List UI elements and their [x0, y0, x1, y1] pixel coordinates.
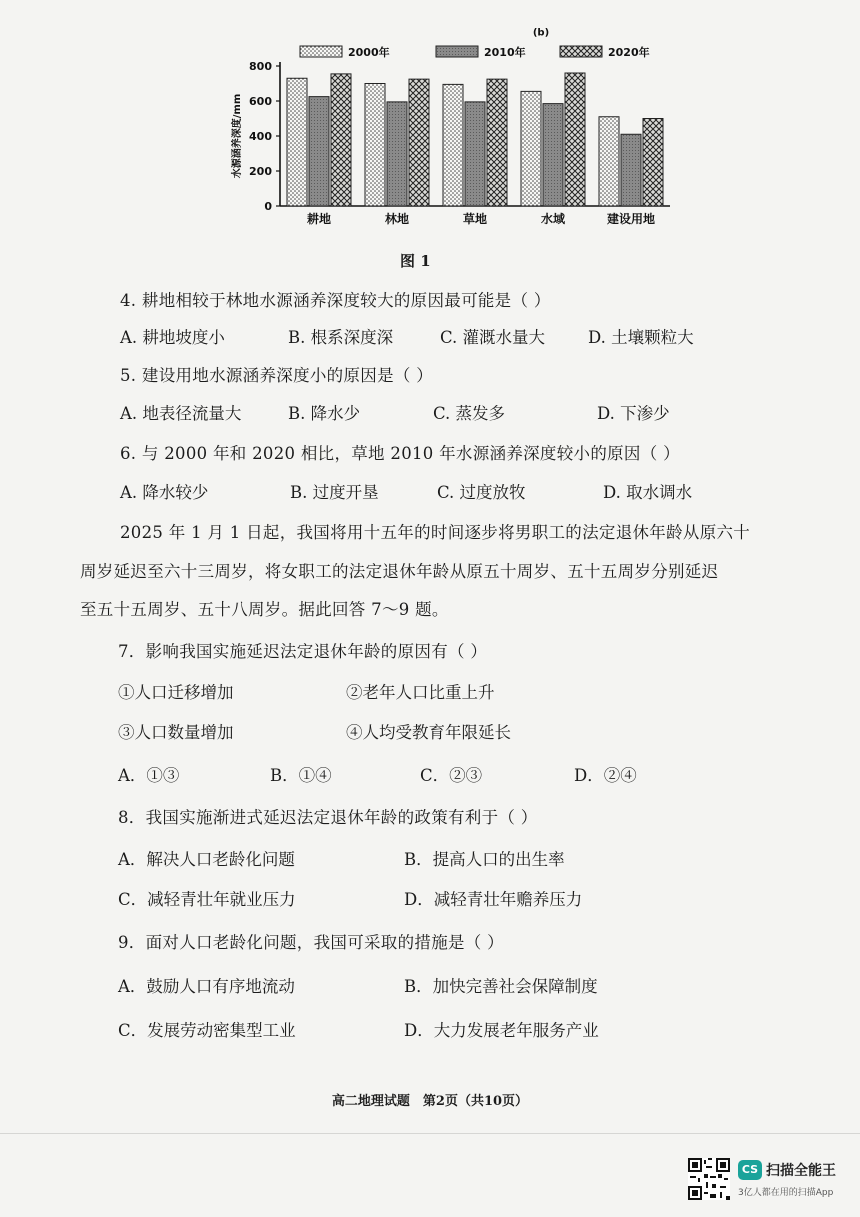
q9-option-c[interactable]: C．发展劳动密集型工业	[118, 1021, 296, 1040]
q5-option-c[interactable]: C. 蒸发多	[433, 404, 506, 423]
question-7-stem: 7．影响我国实施延迟法定退休年龄的原因有（ ）	[118, 642, 488, 661]
bar-2010年-建设用地	[621, 134, 641, 206]
question-9-stem: 9．面对人口老龄化问题，我国可采取的措施是（ ）	[118, 933, 504, 952]
y-axis-label: 水源涵养深度/mm	[232, 93, 243, 179]
passage-line-3: 至五十五周岁、五十八周岁。据此回答 7～9 题。	[80, 600, 449, 619]
q8-option-c[interactable]: C．减轻青壮年就业压力	[118, 890, 296, 909]
watermark-title: 扫描全能王	[766, 1163, 836, 1179]
question-5-stem: 5. 建设用地水源涵养深度小的原因是（ ）	[120, 366, 434, 385]
figure-caption: 图 1	[400, 252, 431, 270]
y-tick-label: 600	[249, 95, 272, 108]
bar-2000年-耕地	[287, 78, 307, 206]
q7-option-c[interactable]: C．②③	[420, 766, 483, 785]
bar-2010年-林地	[387, 102, 407, 206]
q5-option-b[interactable]: B. 降水少	[288, 404, 361, 423]
question-4-stem: 4. 耕地相较于林地水源涵养深度较大的原因最可能是（ ）	[120, 291, 551, 310]
bar-2020年-耕地	[331, 74, 351, 206]
q6-option-a[interactable]: A. 降水较少	[120, 483, 209, 502]
q7-statement-1: ①人口迁移增加	[118, 683, 234, 702]
scanner-watermark	[688, 1158, 848, 1206]
bar-2000年-林地	[365, 84, 385, 207]
chart-annotation: (b)	[532, 27, 550, 39]
q6-option-d[interactable]: D. 取水调水	[603, 483, 693, 502]
y-tick-label: 200	[249, 165, 272, 178]
legend-label: 2010年	[484, 46, 526, 59]
q7-statement-4: ④人均受教育年限延长	[346, 723, 511, 742]
passage-line-2: 周岁延迟至六十三周岁，将女职工的法定退休年龄从原五十周岁、五十五周岁分别延迟	[80, 562, 719, 581]
page-footer: 高二地理试题 第2页（共10页）	[331, 1094, 529, 1109]
q5-option-d[interactable]: D. 下渗少	[597, 404, 670, 423]
q4-option-a[interactable]: A. 耕地坡度小	[120, 328, 225, 347]
bar-2020年-建设用地	[643, 119, 663, 207]
q8-option-a[interactable]: A．解决人口老龄化问题	[118, 850, 295, 869]
bar-2020年-水域	[565, 73, 585, 206]
q7-option-b[interactable]: B．①④	[270, 766, 332, 785]
bar-2010年-草地	[465, 102, 485, 206]
q5-option-a[interactable]: A. 地表径流量大	[120, 404, 242, 423]
legend-label: 2020年	[608, 46, 650, 59]
legend-label: 2000年	[348, 46, 390, 59]
footer-divider	[0, 1133, 860, 1134]
bar-2020年-草地	[487, 79, 507, 206]
question-6-stem: 6. 与 2000 年和 2020 相比，草地 2010 年水源涵养深度较小的原因（ ）	[120, 444, 680, 463]
bar-2020年-林地	[409, 79, 429, 206]
land-use-bar-chart	[218, 27, 678, 232]
bar-2000年-水域	[521, 91, 541, 206]
q9-option-a[interactable]: A．鼓励人口有序地流动	[118, 977, 295, 996]
x-category-label: 草地	[462, 212, 488, 226]
bar-2010年-水域	[543, 104, 563, 206]
bar-2000年-建设用地	[599, 117, 619, 206]
legend-swatch	[436, 46, 478, 57]
q7-statement-3: ③人口数量增加	[118, 723, 234, 742]
x-category-label: 耕地	[306, 212, 332, 226]
legend-swatch	[300, 46, 342, 57]
q7-option-a[interactable]: A．①③	[118, 766, 180, 785]
legend-swatch	[560, 46, 602, 57]
x-category-label: 水域	[540, 212, 566, 226]
q7-statement-2: ②老年人口比重上升	[346, 683, 495, 702]
x-category-label: 建设用地	[606, 212, 656, 226]
q9-option-b[interactable]: B．加快完善社会保障制度	[404, 977, 598, 996]
q9-option-d[interactable]: D．大力发展老年服务产业	[404, 1021, 599, 1040]
watermark-subtitle: 3亿人都在用的扫描App	[738, 1188, 834, 1198]
y-tick-label: 0	[264, 200, 272, 213]
bar-2010年-耕地	[309, 97, 329, 206]
y-tick-label: 400	[249, 130, 272, 143]
camscanner-logo: CS	[738, 1160, 762, 1180]
q7-option-d[interactable]: D．②④	[574, 766, 637, 785]
q8-option-b[interactable]: B．提高人口的出生率	[404, 850, 565, 869]
question-8-stem: 8．我国实施渐进式延迟法定退休年龄的政策有利于（ ）	[118, 808, 538, 827]
q6-option-b[interactable]: B. 过度开垦	[290, 483, 379, 502]
bar-2000年-草地	[443, 84, 463, 206]
q4-option-c[interactable]: C. 灌溉水量大	[440, 328, 546, 347]
q4-option-d[interactable]: D. 土壤颗粒大	[588, 328, 694, 347]
q4-option-b[interactable]: B. 根系深度深	[288, 328, 394, 347]
q6-option-c[interactable]: C. 过度放牧	[437, 483, 526, 502]
q8-option-d[interactable]: D．减轻青壮年赡养压力	[404, 890, 583, 909]
x-category-label: 林地	[384, 212, 410, 226]
qr-code-icon	[688, 1158, 730, 1200]
y-tick-label: 800	[249, 60, 272, 73]
passage-line-1: 2025 年 1 月 1 日起，我国将用十五年的时间逐步将男职工的法定退休年龄从原六十	[120, 523, 751, 542]
